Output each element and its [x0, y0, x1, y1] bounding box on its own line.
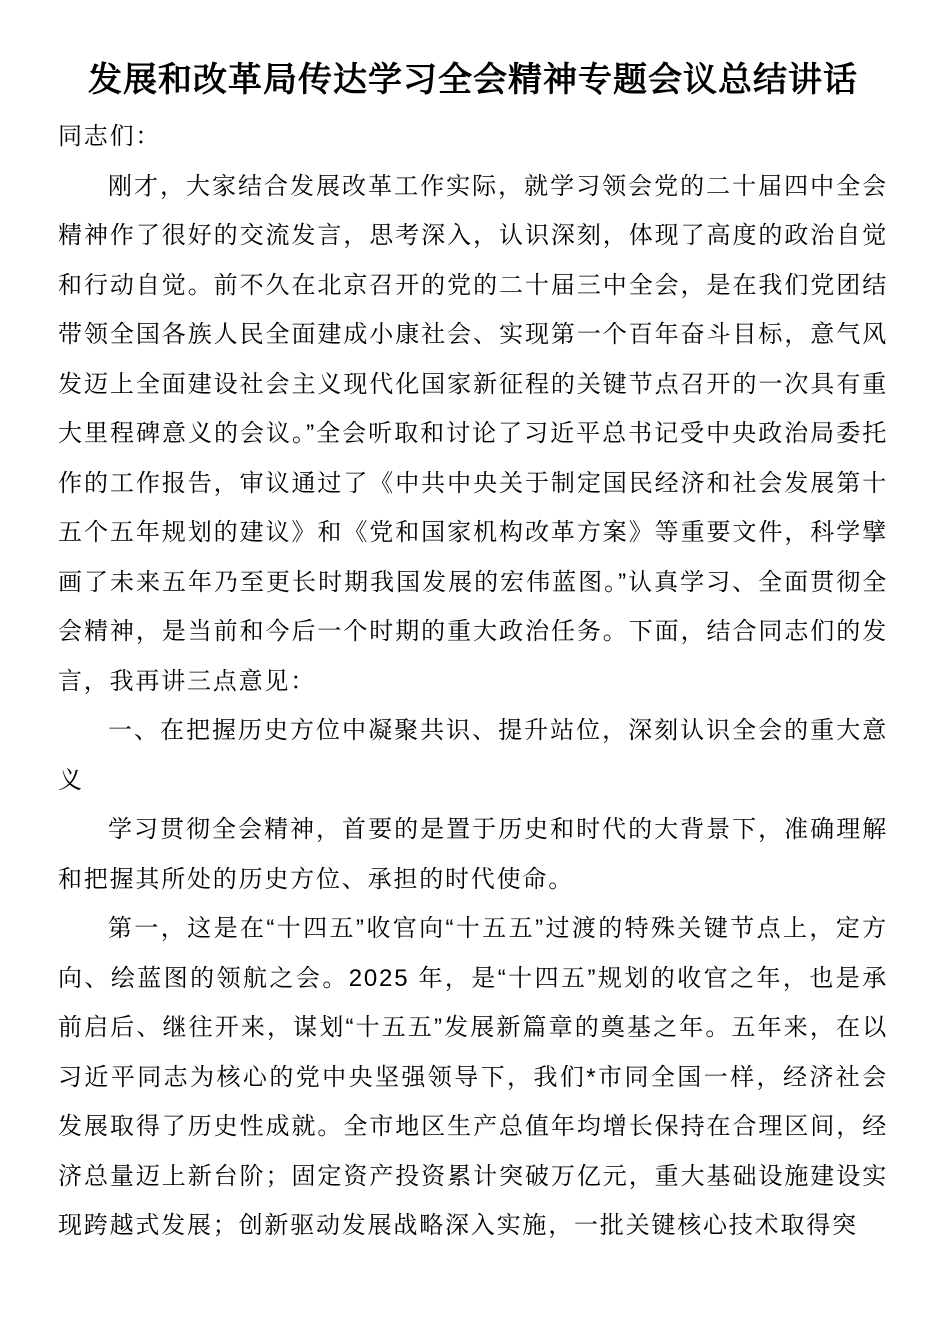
salutation-line: 同志们：: [58, 123, 162, 150]
document-body: [58, 112, 888, 1251]
intro-paragraph: 刚才，大家结合发展改革工作实际，就学习领会党的二十届四中全会精神作了很好的交流发言，思考深入，认识深刻，体现了高度的政治自觉和行动自觉。前不久在北京召开的党的二十届三中全会，是在我们党团结带领全国各族人民全面建成小康社会、实现第一个百年奋斗目标，意气风发迈上全面建设社会主义现代化国家新征程的关键节点召开的一次具有重大里程碑意义的会议。”全会听取和讨论了习近平总书记受中央政治局委托作的工作报告，审议通过了《中共中央关于制定国民经济和社会发展第十五个五年规划的建议》和《党和国家机构改革方案》等重要文件，科学擘画了未来五年乃至更长时期我国发展的宏伟蓝图。”认真学习、全面贯彻全会精神，是当前和今后一个时期的重大政治任务。下面，结合同志们的发言，我再讲三点意见：: [58, 172, 888, 695]
section-1-heading: 一、在把握历史方位中凝聚共识、提升站位，深刻认识全会的重大意义: [58, 717, 888, 794]
document-title: 发展和改革局传达学习全会精神专题会议总结讲话: [88, 61, 858, 99]
section-1-lead-paragraph: 学习贯彻全会精神，首要的是置于历史和时代的大背景下，准确理解和把握其所处的历史方位、承担的时代使命。: [58, 816, 888, 893]
section-1-point-1-paragraph: 第一，这是在“十四五”收官向“十五五”过渡的特殊关键节点上，定方向、绘蓝图的领航之会。2025 年，是“十四五”规划的收官之年，也是承前启后、继往开来，谋划“十五五”发展新篇章的奠基之年。五年来，在以习近平同志为核心的党中央坚强领导下，我们*市同全国一样，经济社会发展取得了历史性成就。全市地区生产总值年均增长保持在合理区间，经济总量迈上新台阶；固定资产投资累计突破万亿元，重大基础设施建设实现跨越式发展；创新驱动发展战略深入实施，一批关键核心技术取得突: [58, 915, 888, 1239]
